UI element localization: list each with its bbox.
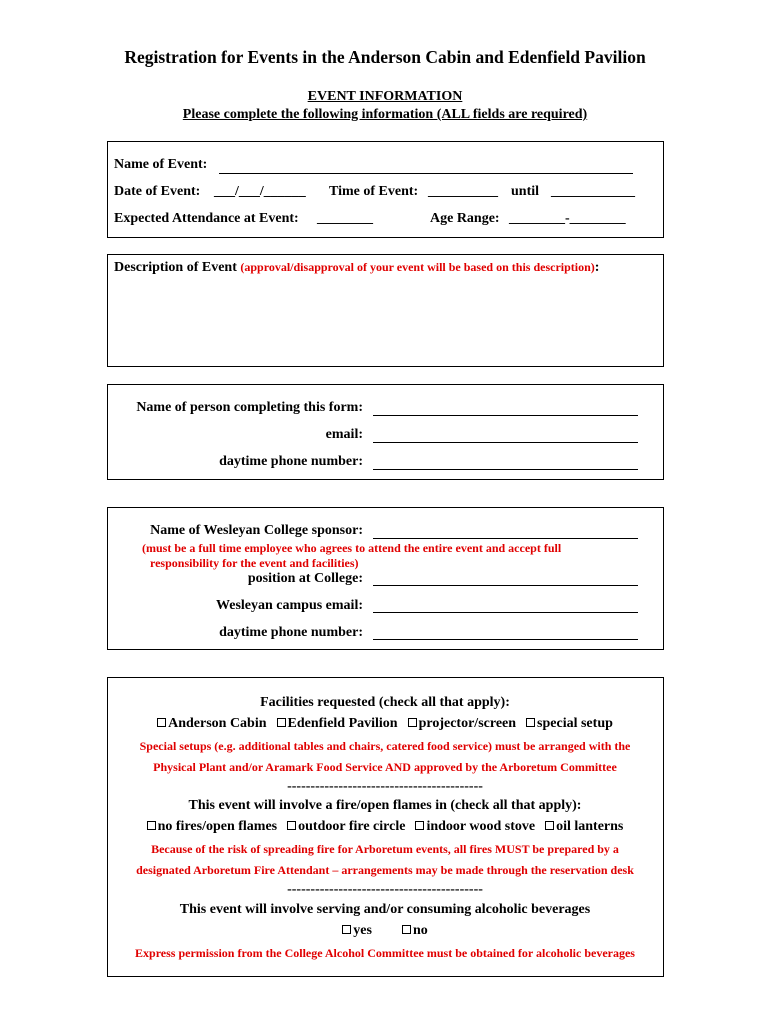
form-title: Registration for Events in the Anderson Cabin and Edenfield Pavilion bbox=[124, 47, 646, 67]
facilities-heading: Facilities requested (check all that apply): bbox=[260, 695, 510, 710]
divider: ------------------------------------------ bbox=[287, 779, 483, 794]
checkbox-icon[interactable] bbox=[408, 718, 417, 727]
checkbox-icon[interactable] bbox=[147, 821, 156, 830]
event-info-instructions: Please complete the following information (ALL fields are required) bbox=[182, 107, 588, 122]
checkbox-icon[interactable] bbox=[415, 821, 424, 830]
alcohol-option-yes[interactable]: yes bbox=[342, 923, 372, 938]
sponsor-note-line2: responsibility for the event and facilities) bbox=[150, 556, 359, 570]
event-date-label: Date of Event: bbox=[114, 184, 201, 199]
sponsor-phone-label: daytime phone number: bbox=[219, 625, 363, 640]
facility-option-anderson-cabin[interactable]: Anderson Cabin bbox=[157, 716, 266, 731]
alcohol-option-no[interactable]: no bbox=[402, 923, 428, 938]
sponsor-position-label: position at College: bbox=[247, 571, 363, 586]
checkbox-icon[interactable] bbox=[526, 718, 535, 727]
sponsor-phone-field[interactable] bbox=[373, 639, 638, 640]
fire-option-outdoor-circle[interactable]: outdoor fire circle bbox=[287, 819, 405, 834]
divider: ------------------------------------------ bbox=[287, 882, 483, 897]
fire-options bbox=[107, 819, 663, 835]
checkbox-icon[interactable] bbox=[342, 925, 351, 934]
description-box[interactable] bbox=[107, 254, 664, 367]
fire-heading: This event will involve a fire/open flames in (check all that apply): bbox=[188, 798, 582, 813]
until-label: until bbox=[511, 184, 540, 199]
checkbox-icon[interactable] bbox=[545, 821, 554, 830]
event-info-heading: EVENT INFORMATION bbox=[307, 89, 463, 104]
event-info-box bbox=[107, 141, 664, 238]
facilities-note-line1: Special setups (e.g. additional tables and chairs, catered food service) must be arranged with the bbox=[139, 739, 631, 753]
completer-email-label: email: bbox=[325, 427, 363, 442]
facilities-options bbox=[107, 716, 663, 732]
attendance-label: Expected Attendance at Event: bbox=[114, 211, 299, 226]
sponsor-name-label: Name of Wesleyan College sponsor: bbox=[150, 523, 363, 538]
completer-phone-label: daytime phone number: bbox=[219, 454, 363, 469]
event-time-field[interactable]: __________ bbox=[428, 184, 498, 199]
contact-box bbox=[107, 384, 664, 480]
event-name-field[interactable] bbox=[219, 173, 633, 174]
completer-phone-field[interactable] bbox=[373, 469, 638, 470]
sponsor-email-field[interactable] bbox=[373, 612, 638, 613]
age-range-label: Age Range: bbox=[430, 211, 500, 226]
fire-option-oil-lanterns[interactable]: oil lanterns bbox=[545, 819, 623, 834]
event-until-field[interactable]: ____________ bbox=[551, 184, 635, 199]
checkbox-icon[interactable] bbox=[287, 821, 296, 830]
fire-option-none[interactable]: no fires/open flames bbox=[147, 819, 278, 834]
facility-option-special-setup[interactable]: special setup bbox=[526, 716, 613, 731]
alcohol-options bbox=[107, 923, 663, 939]
attendance-field[interactable]: ________ bbox=[317, 211, 373, 226]
sponsor-note-line1: (must be a full time employee who agrees to attend the entire event and accept full bbox=[142, 541, 562, 555]
event-name-label: Name of Event: bbox=[114, 157, 208, 172]
sponsor-name-field[interactable] bbox=[373, 538, 638, 539]
fire-note-line1: Because of the risk of spreading fire for Arboretum events, all fires MUST be prepared by a bbox=[151, 842, 619, 856]
sponsor-position-field[interactable] bbox=[373, 585, 638, 586]
sponsor-box bbox=[107, 507, 664, 650]
description-note: (approval/disapproval of your event will be based on this description) bbox=[240, 260, 595, 274]
age-range-field[interactable]: ________-________ bbox=[509, 211, 626, 226]
checkbox-icon[interactable] bbox=[157, 718, 166, 727]
completer-email-field[interactable] bbox=[373, 442, 638, 443]
facility-option-edenfield-pavilion[interactable]: Edenfield Pavilion bbox=[277, 716, 398, 731]
completer-name-field[interactable] bbox=[373, 415, 638, 416]
event-time-label: Time of Event: bbox=[329, 184, 419, 199]
event-date-field[interactable]: ___/___/______ bbox=[214, 184, 306, 199]
sponsor-email-label: Wesleyan campus email: bbox=[216, 598, 363, 613]
checkbox-icon[interactable] bbox=[277, 718, 286, 727]
description-label: Description of Event bbox=[114, 260, 237, 275]
facility-option-projector-screen[interactable]: projector/screen bbox=[408, 716, 516, 731]
alcohol-heading: This event will involve serving and/or consuming alcoholic beverages bbox=[179, 902, 591, 917]
checkbox-icon[interactable] bbox=[402, 925, 411, 934]
completer-name-label: Name of person completing this form: bbox=[136, 400, 363, 415]
fire-option-indoor-stove[interactable]: indoor wood stove bbox=[415, 819, 535, 834]
description-colon: : bbox=[594, 260, 600, 275]
fire-note-line2: designated Arboretum Fire Attendant – arrangements may be made through the reservation desk bbox=[136, 863, 634, 877]
facilities-note-line2: Physical Plant and/or Aramark Food Service AND approved by the Arboretum Committee bbox=[153, 760, 617, 774]
alcohol-note: Express permission from the College Alcohol Committee must be obtained for alcoholic beverages bbox=[135, 946, 635, 960]
